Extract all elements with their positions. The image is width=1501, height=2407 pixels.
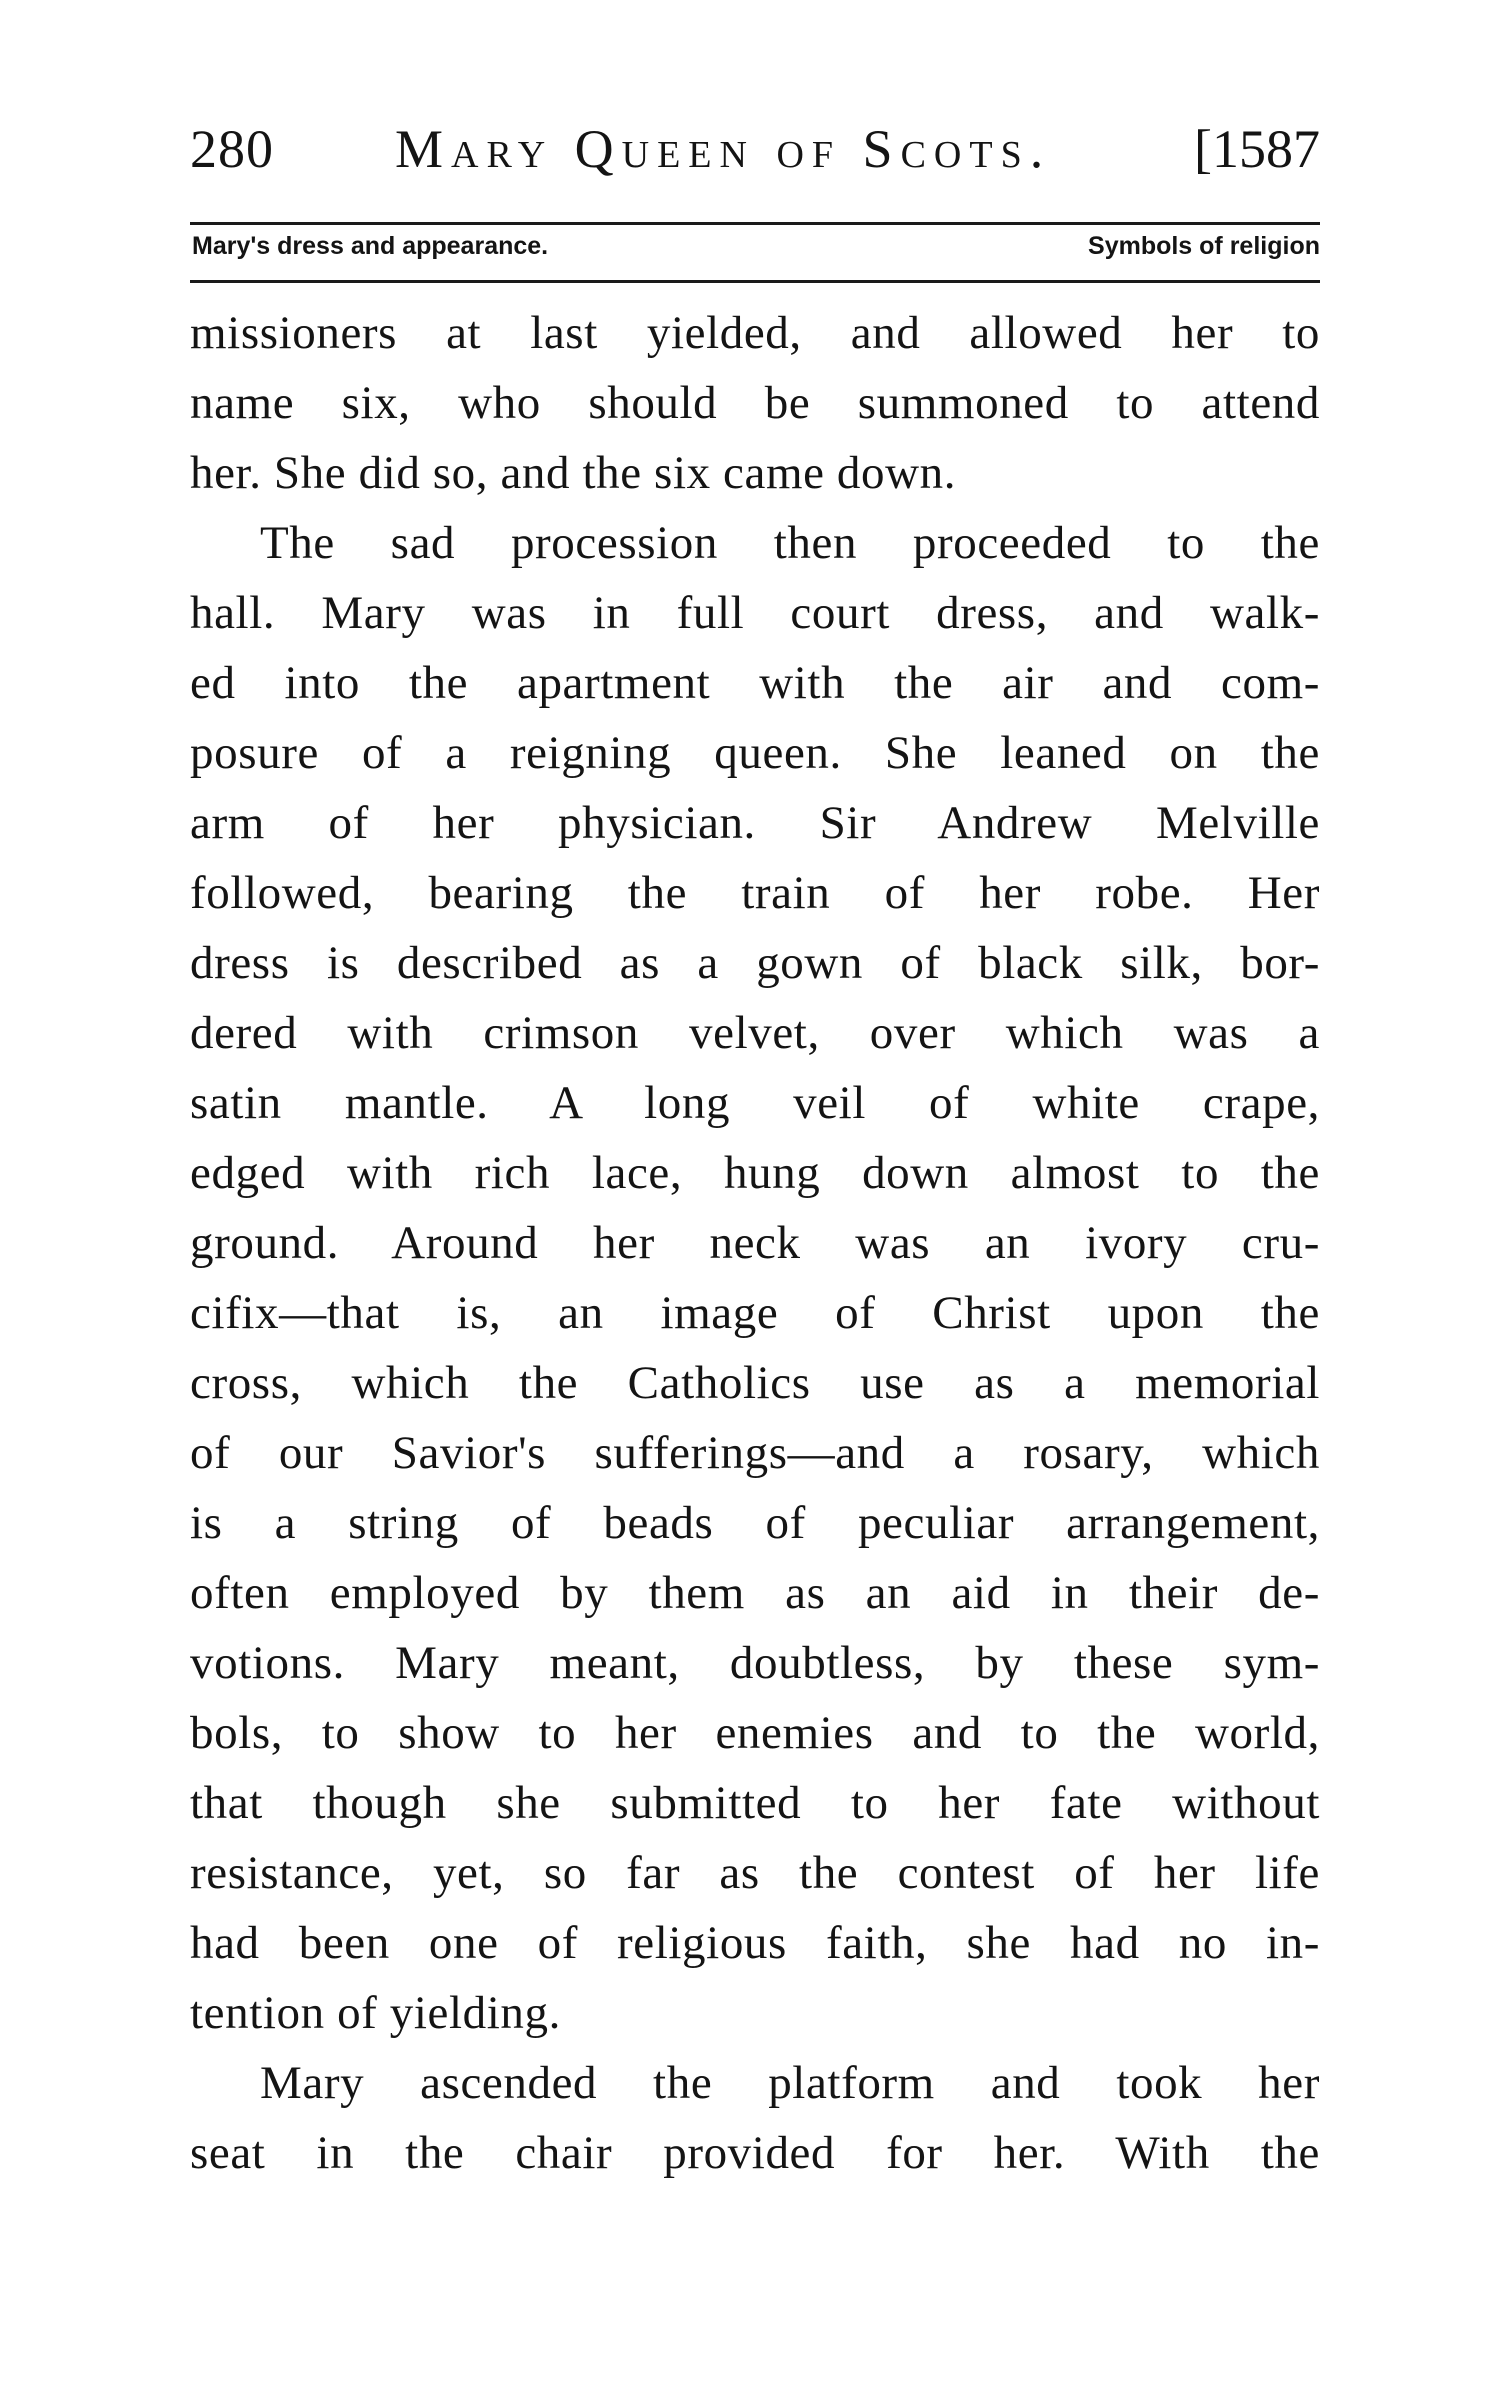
book-title: Mary Queen of Scots. bbox=[395, 119, 1052, 179]
text-line: is a string of beads of peculiar arrangement, bbox=[190, 1497, 1320, 1549]
text-line: dered with crimson velvet, over which was a bbox=[190, 1007, 1320, 1059]
text-line: often employed by them as an aid in their de- bbox=[190, 1567, 1320, 1619]
text-line: posure of a reigning queen. She leaned on the bbox=[190, 727, 1320, 779]
text-line: hall. Mary was in full court dress, and walk- bbox=[190, 587, 1320, 639]
text-line: had been one of religious faith, she had no in- bbox=[190, 1917, 1320, 1969]
side-head-right: Symbols of religion bbox=[1088, 232, 1320, 260]
paragraph bbox=[190, 298, 1320, 508]
text-line: cross, which the Catholics use as a memorial bbox=[190, 1357, 1320, 1409]
text-line: tention of yielding. bbox=[190, 1987, 561, 2039]
body-text bbox=[190, 298, 1320, 2188]
running-head bbox=[190, 118, 1320, 188]
text-line: edged with rich lace, hung down almost to the bbox=[190, 1147, 1320, 1199]
text-line: her. She did so, and the six came down. bbox=[190, 447, 957, 499]
header-rule-bottom bbox=[190, 280, 1320, 283]
text-line: ground. Around her neck was an ivory cru- bbox=[190, 1217, 1320, 1269]
paragraph bbox=[190, 2048, 1320, 2188]
text-line: bols, to show to her enemies and to the world, bbox=[190, 1707, 1320, 1759]
page-number: 280 bbox=[190, 119, 274, 179]
text-line: missioners at last yielded, and allowed her to bbox=[190, 307, 1320, 359]
text-line: that though she submitted to her fate without bbox=[190, 1777, 1320, 1829]
header-rule-top bbox=[190, 222, 1320, 225]
text-line: arm of her physician. Sir Andrew Melville bbox=[190, 797, 1320, 849]
text-line: resistance, yet, so far as the contest of her life bbox=[190, 1847, 1320, 1899]
text-line: satin mantle. A long veil of white crape, bbox=[190, 1077, 1320, 1129]
text-line: name six, who should be summoned to attend bbox=[190, 377, 1320, 429]
side-head-left: Mary's dress and appearance. bbox=[192, 232, 549, 260]
text-line: followed, bearing the train of her robe. Her bbox=[190, 867, 1320, 919]
text-line: ed into the apartment with the air and com- bbox=[190, 657, 1320, 709]
text-line: of our Savior's sufferings—and a rosary, which bbox=[190, 1427, 1320, 1479]
paragraph bbox=[190, 508, 1320, 2048]
text-line: dress is described as a gown of black silk, bor- bbox=[190, 937, 1320, 989]
text-line: The sad procession then proceeded to the bbox=[260, 517, 1320, 569]
text-line: cifix—that is, an image of Christ upon the bbox=[190, 1287, 1320, 1339]
text-line: seat in the chair provided for her. With the bbox=[190, 2127, 1320, 2179]
text-line: votions. Mary meant, doubtless, by these sym- bbox=[190, 1637, 1320, 1689]
year-marker: [1587 bbox=[1194, 119, 1320, 179]
text-line: Mary ascended the platform and took her bbox=[260, 2057, 1320, 2109]
